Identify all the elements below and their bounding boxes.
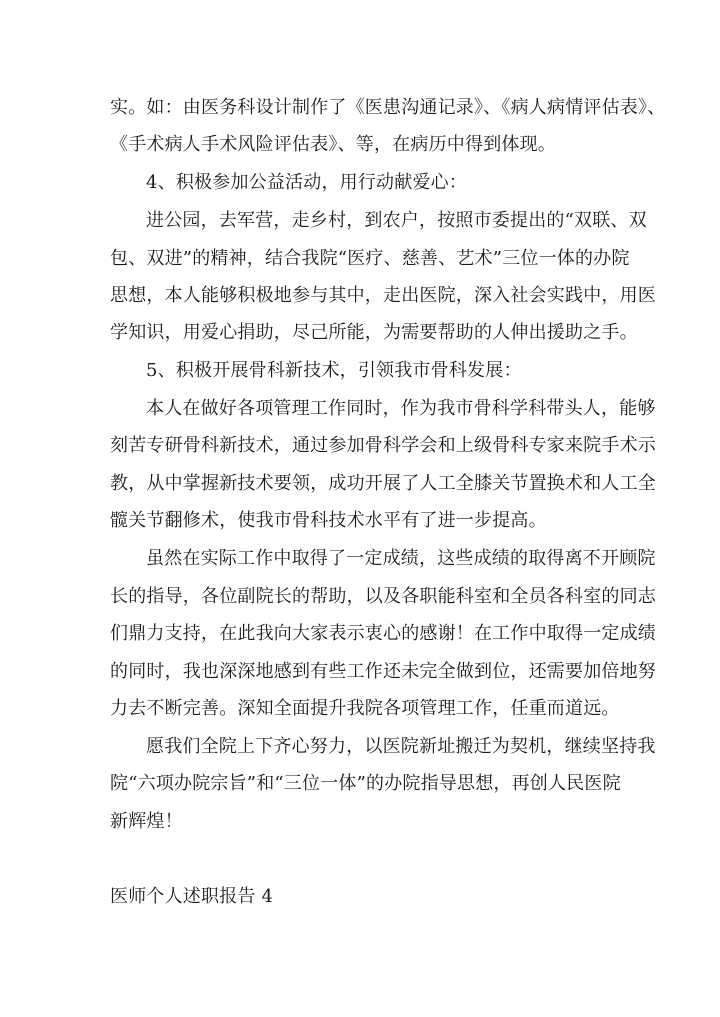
text-line: 长的指导，各位副院长的帮助，以及各职能科室和全员各科室的同志 (110, 586, 656, 607)
paragraph-start: 进公园，去军营，走乡村，到农户，按照市委提出的“双联、双 (146, 210, 647, 231)
text-line: 新辉煌！ (110, 811, 183, 832)
section-heading-4: 4、积极参加公益活动，用行动献爱心： (146, 172, 468, 193)
text-line: 思想，本人能够积极地参与其中，走出医院，深入社会实践中，用医 (110, 285, 656, 306)
text-line: 《手术病人手术风险评估表》、等，在病历中得到体现。 (110, 134, 556, 155)
section-heading-5: 5、积极开展骨科新技术，引领我市骨科发展： (146, 360, 522, 381)
next-report-title: 医师个人述职报告 4 (110, 886, 274, 907)
text-line: 教，从中掌握新技术要领，成功开展了人工全膝关节置换术和人工全 (110, 473, 656, 494)
paragraph-start: 本人在做好各项管理工作同时，作为我市骨科学科带头人，能够 (146, 398, 656, 419)
text-line: 刻苦专研骨科新技术，通过参加骨科学会和上级骨科专家来院手术示 (110, 435, 656, 456)
text-line: 学知识，用爱心捐助，尽己所能，为需要帮助的人伸出援助之手。 (110, 322, 638, 343)
text-line: 包、双进”的精神，结合我院“医疗、慈善、艺术”三位一体的办院 (110, 248, 630, 269)
text-line: 实。如：由医务科设计制作了《医患沟通记录》、《病人病情评估表》、 (110, 97, 666, 118)
text-line: 力去不断完善。深知全面提升我院各项管理工作，任重而道远。 (110, 698, 620, 719)
text-line: 髋关节翻修术，使我市骨科技术水平有了进一步提高。 (110, 510, 547, 531)
text-line: 院“六项办院宗旨”和“三位一体”的办院指导思想，再创人民医院 (110, 773, 621, 794)
text-line: 的同时，我也深深地感到有些工作还未完全做到位，还需要加倍地努 (110, 661, 656, 682)
paragraph-start: 愿我们全院上下齐心努力，以医院新址搬迁为契机，继续坚持我 (146, 736, 656, 757)
paragraph-start: 虽然在实际工作中取得了一定成绩，这些成绩的取得离不开顾院 (146, 548, 656, 569)
text-line: 们鼎力支持，在此我向大家表示衷心的感谢！在工作中取得一定成绩 (110, 623, 656, 644)
